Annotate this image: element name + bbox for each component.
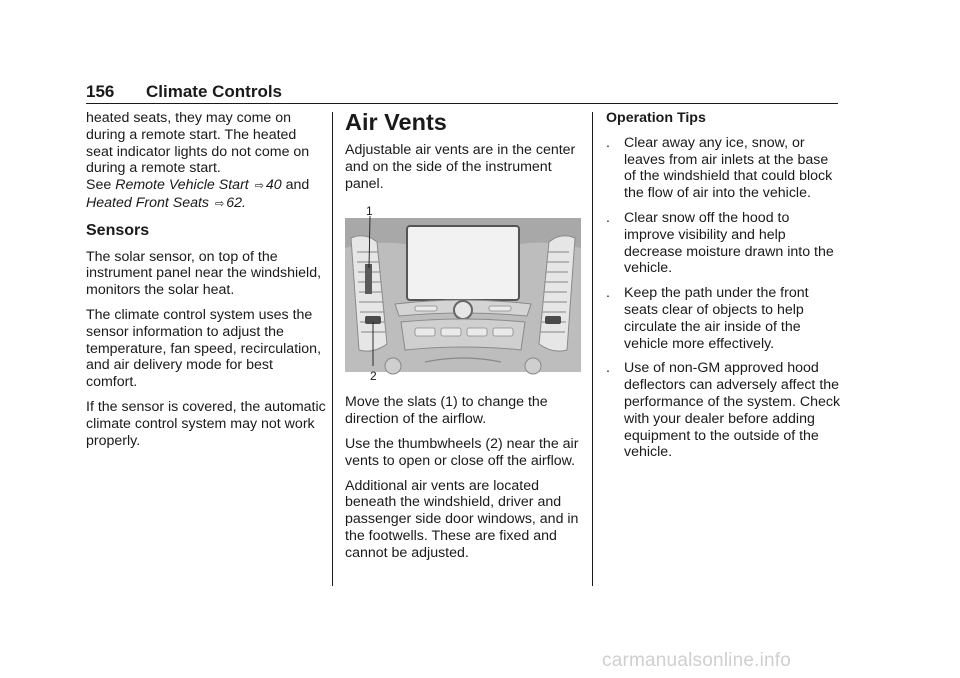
column-divider-left (332, 112, 333, 586)
sensors-paragraph-2: The climate control system uses the sensor information to adjust the temperature, fan speed, recirculation, and air delivery mode for best comfort. (86, 306, 322, 391)
bullet-marker: . (606, 209, 610, 226)
list-item (606, 285, 842, 352)
list-item (606, 360, 842, 461)
center-knob[interactable] (454, 301, 472, 319)
xref-page-62[interactable]: 62. (226, 194, 246, 211)
column-divider-right (592, 112, 593, 586)
xref-page-40[interactable]: 40 (265, 177, 282, 194)
callout-2-thumbwheels: 2 (370, 369, 377, 384)
cross-reference-paragraph (86, 177, 326, 213)
xref-heated-front-seats-link[interactable]: Heated Front Seats (86, 194, 210, 211)
air-vents-title: Air Vents (345, 109, 447, 135)
right-vent-thumbwheel[interactable] (545, 316, 561, 324)
header-rule (86, 103, 838, 104)
column-left (86, 110, 326, 457)
air-vents-thumbwheels-paragraph: Use the thumbwheels (2) near the air vents to open or close off the airflow. (345, 435, 579, 469)
page-number: 156 (86, 82, 115, 101)
xref-arrow-icon: ⇨ (214, 197, 225, 210)
air-vents-additional-paragraph: Additional air vents are located beneath the windshield, driver and passenger side door windows, and in the footwells. These are fixed and cannot be adjusted. (345, 477, 579, 561)
xref-arrow-icon: ⇨ (254, 180, 264, 193)
bullet-marker: . (606, 134, 610, 151)
tip-hood-deflectors: Use of non-GM approved hood deflectors can adversely affect the performance of the system. Check with your dealer before adding equipment to the outside of the vehicle. (624, 360, 841, 461)
tip-seat-path: Keep the path under the front seats clear of objects to help circulate the air inside of the vehicle more effectively. (624, 285, 809, 352)
air-vents-figure (345, 204, 581, 386)
instrument-panel-illustration (345, 204, 581, 386)
column-middle (345, 110, 581, 570)
see-word: See (86, 177, 112, 194)
bullet-marker: . (606, 360, 610, 377)
sensors-paragraph-1: The solar sensor, on top of the instrument panel near the windshield, monitors the solar heat. (86, 248, 322, 299)
column-right (606, 110, 842, 469)
watermark: carmanualsonline.info (602, 650, 792, 671)
sensors-heading: Sensors (86, 221, 150, 239)
air-vents-slats-paragraph: Move the slats (1) to change the direction of the airflow. (345, 394, 548, 428)
left-vent-slats[interactable] (365, 264, 372, 294)
heated-seats-paragraph: heated seats, they may come on during a remote start. The heated seat indicator lights do not come on during a remote start. (86, 110, 310, 177)
list-item (606, 135, 842, 202)
list-item (606, 210, 842, 277)
callout-1-slats: 1 (366, 204, 373, 219)
and-word: and (285, 177, 310, 194)
infotainment-screen (407, 226, 519, 300)
air-vents-intro: Adjustable air vents are in the center and on the side of the instrument panel. (345, 142, 576, 192)
operation-tips-heading: Operation Tips (606, 110, 706, 126)
xref-remote-vehicle-start-link[interactable]: Remote Vehicle Start (115, 177, 249, 194)
sensors-paragraph-3: If the sensor is covered, the automatic climate control system may not work properly. (86, 398, 326, 449)
page-header (86, 82, 282, 102)
bullet-marker: . (606, 285, 610, 302)
tip-clear-inlets: Clear away any ice, snow, or leaves from air inlets at the base of the windshield that could block the flow of air into the vehicle. (624, 134, 833, 202)
tip-clear-hood: Clear snow off the hood to improve visibility and help decrease moisture drawn into the vehicle. (624, 209, 834, 277)
section-title: Climate Controls (146, 82, 283, 101)
